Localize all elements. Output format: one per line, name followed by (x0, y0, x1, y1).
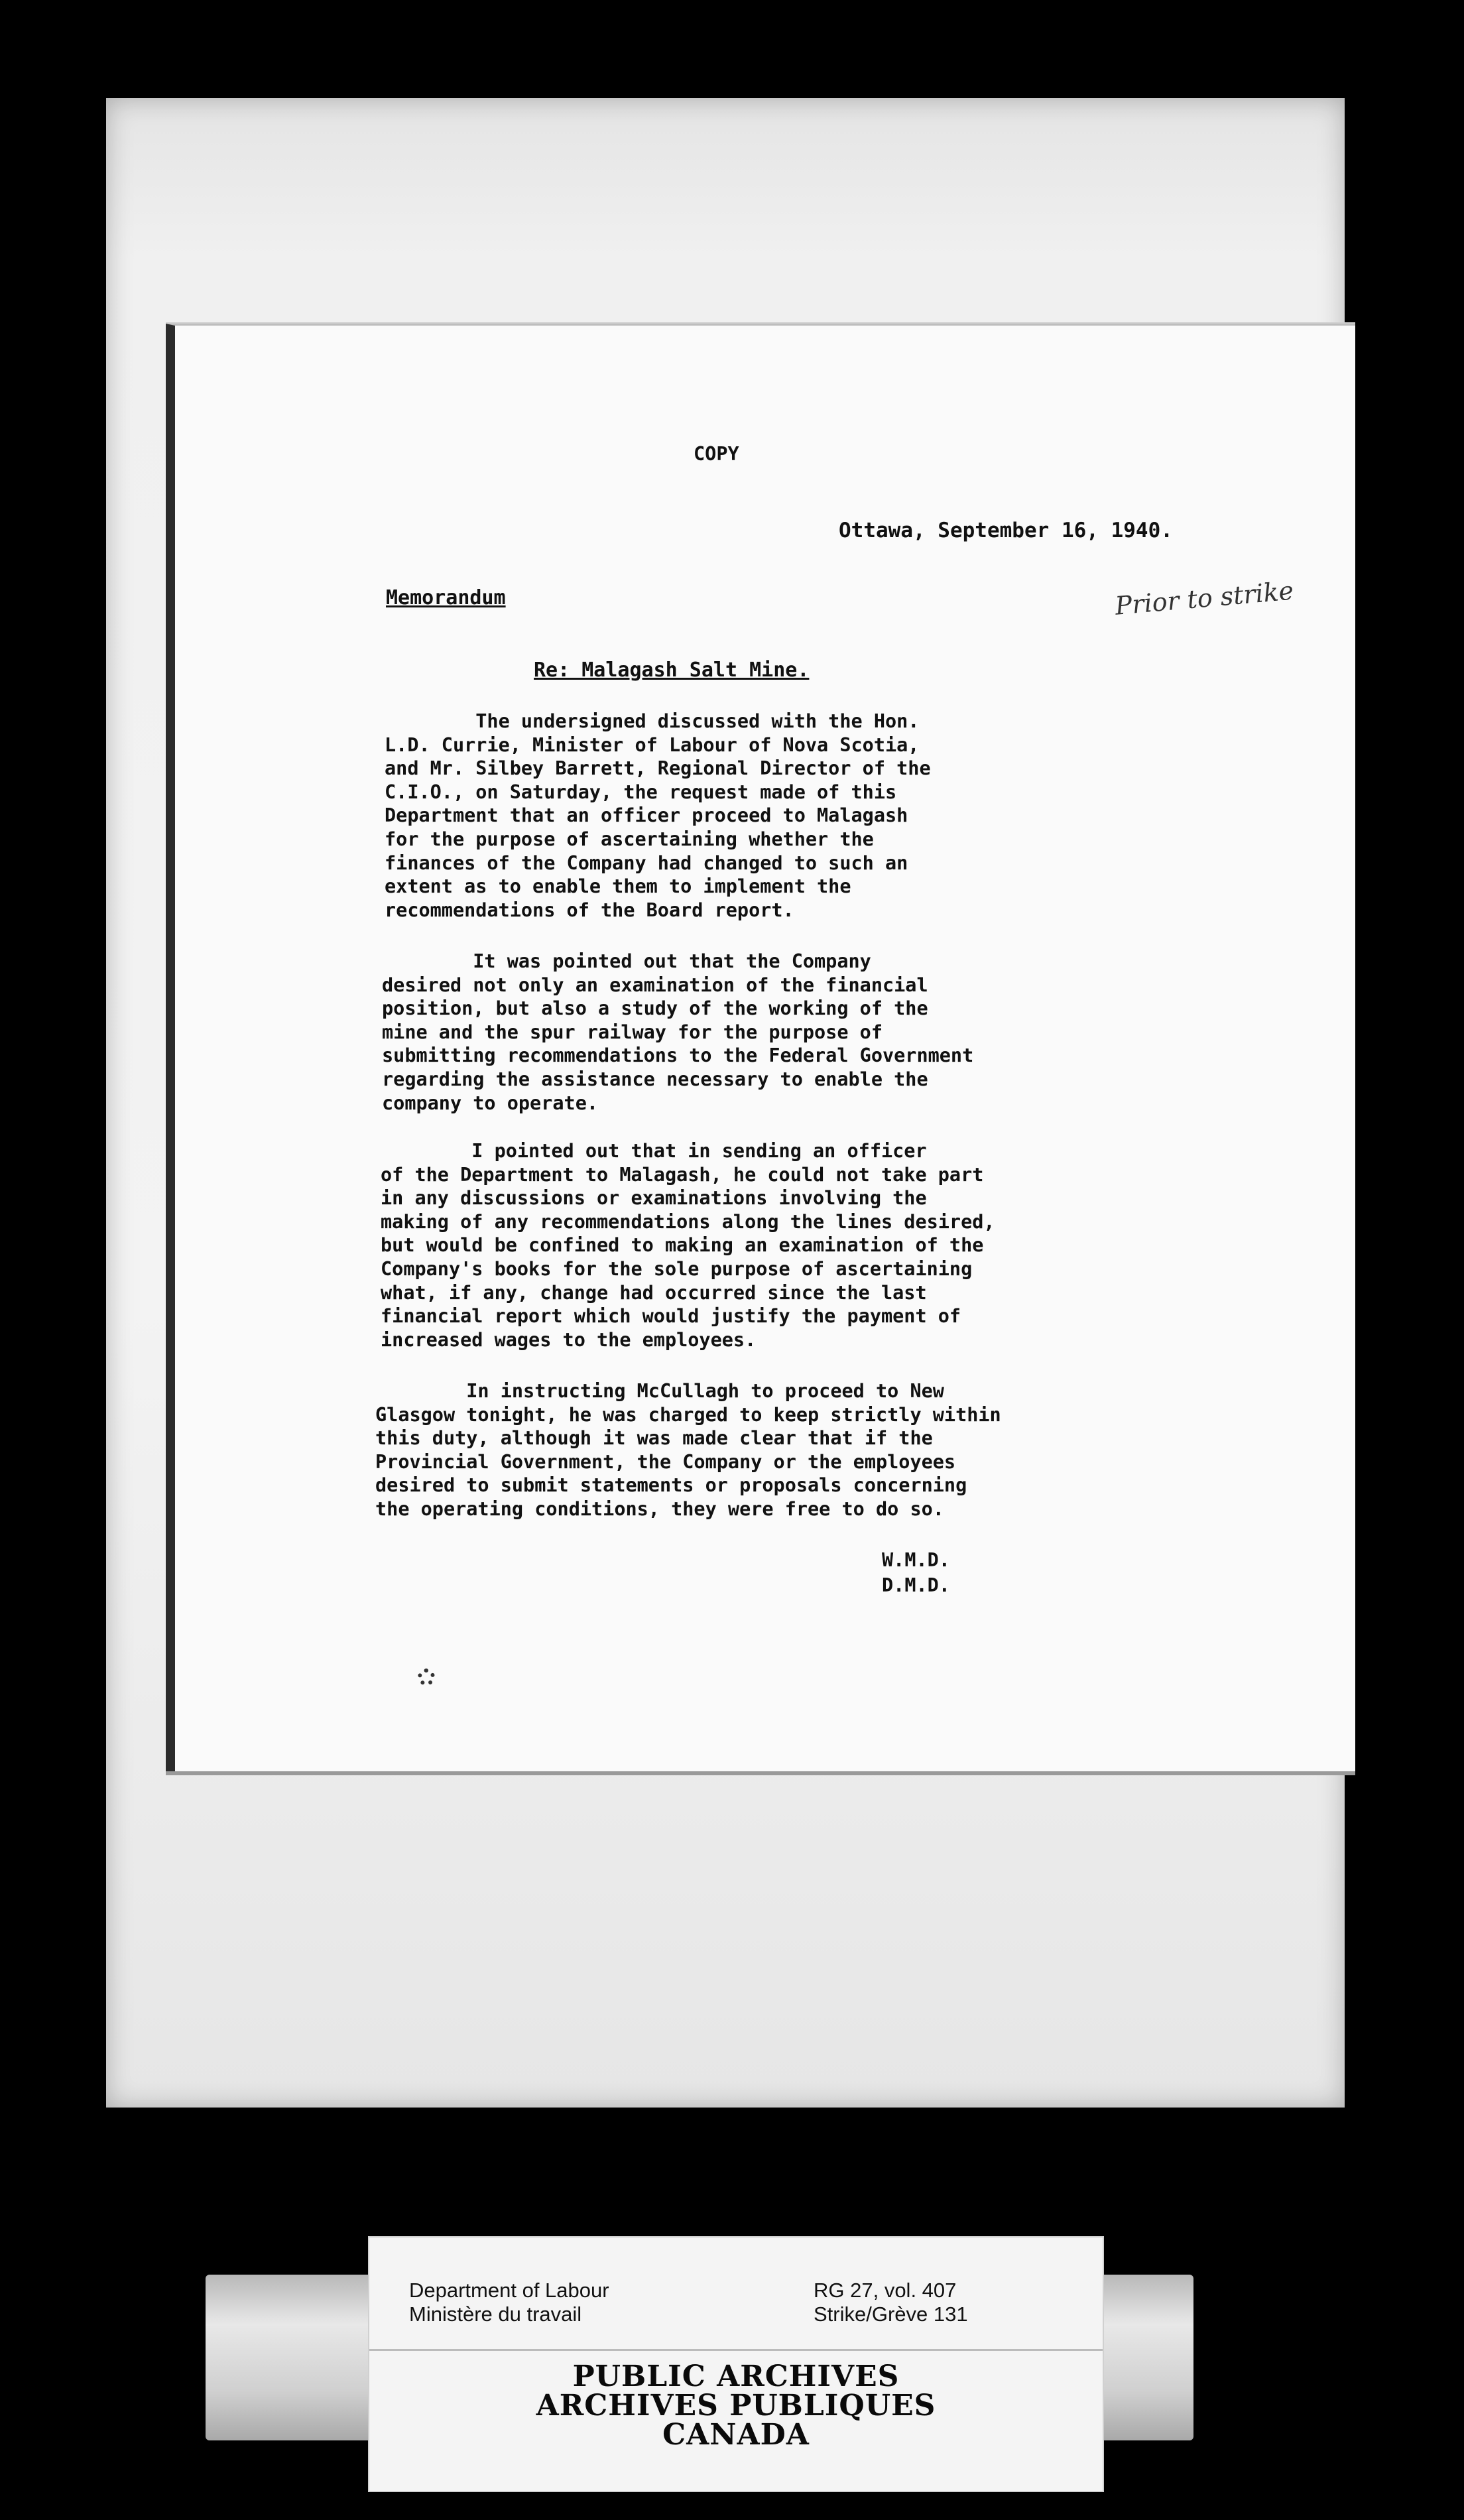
body-paragraph-3: I pointed out that in sending an officer of the Department to Malagash, he could not take part in any discussions or examinations involving the making of any recommendations along the lines desired, but would be confined to making an examination of the Company's books for the sole purpose of ascertaining what, if any, change had occurred since the last financial report which would justify the payment of increased wages to the employees. (381, 1140, 995, 1351)
archive-label (206, 2236, 1193, 2495)
subject-line: Re: Malagash Salt Mine. (534, 659, 810, 682)
stamp-public-archives: PUBLIC ARCHIVES (572, 2360, 900, 2393)
strike-number: Strike/Grève 131 (814, 2302, 968, 2326)
department-english: Department of Labour (409, 2279, 609, 2302)
copy-label: COPY (694, 443, 739, 465)
body-paragraph-1: The undersigned discussed with the Hon. L.D. Currie, Minister of Labour of Nova Scotia, and Mr. Silbey Barrett, Regional Director of the C.I.O., on Saturday, the request made of this Department that an officer proceed to Malagash for the purpose of ascertaining whether the finances of the Company had changed to such an extent as to enable them to implement the recommendations of the Board report. (385, 710, 931, 921)
signature-initials: W.M.D. D.M.D. (882, 1549, 950, 1596)
stamp-canada: CANADA (662, 2418, 810, 2452)
department-french: Ministère du travail (409, 2302, 582, 2326)
stamp-archives-publiques: ARCHIVES PUBLIQUES (536, 2389, 936, 2423)
label-card (368, 2236, 1104, 2492)
date-line: Ottawa, September 16, 1940. (839, 519, 1173, 542)
body-paragraph-2: It was pointed out that the Company desired not only an examination of the financial position, but also a study of the working of the mine and the spur railway for the purpose of submitting recommendations to the Federal Government regarding the assistance necessary to enable the company to operate. (382, 950, 974, 1114)
record-group-volume: RG 27, vol. 407 (814, 2279, 957, 2302)
label-divider (369, 2349, 1103, 2351)
memorandum-heading: Memorandum (386, 586, 506, 609)
handwritten-note: Prior to strike (1114, 576, 1295, 621)
body-paragraph-4: In instructing McCullagh to proceed to New Glasgow tonight, he was charged to keep strictly within this duty, although it was made clear that if the Provincial Government, the Company or the employees desired to submit statements or proposals concerning the operating conditions, they were free to do so. (375, 1380, 1001, 1520)
stray-mark-icon (418, 1669, 435, 1686)
